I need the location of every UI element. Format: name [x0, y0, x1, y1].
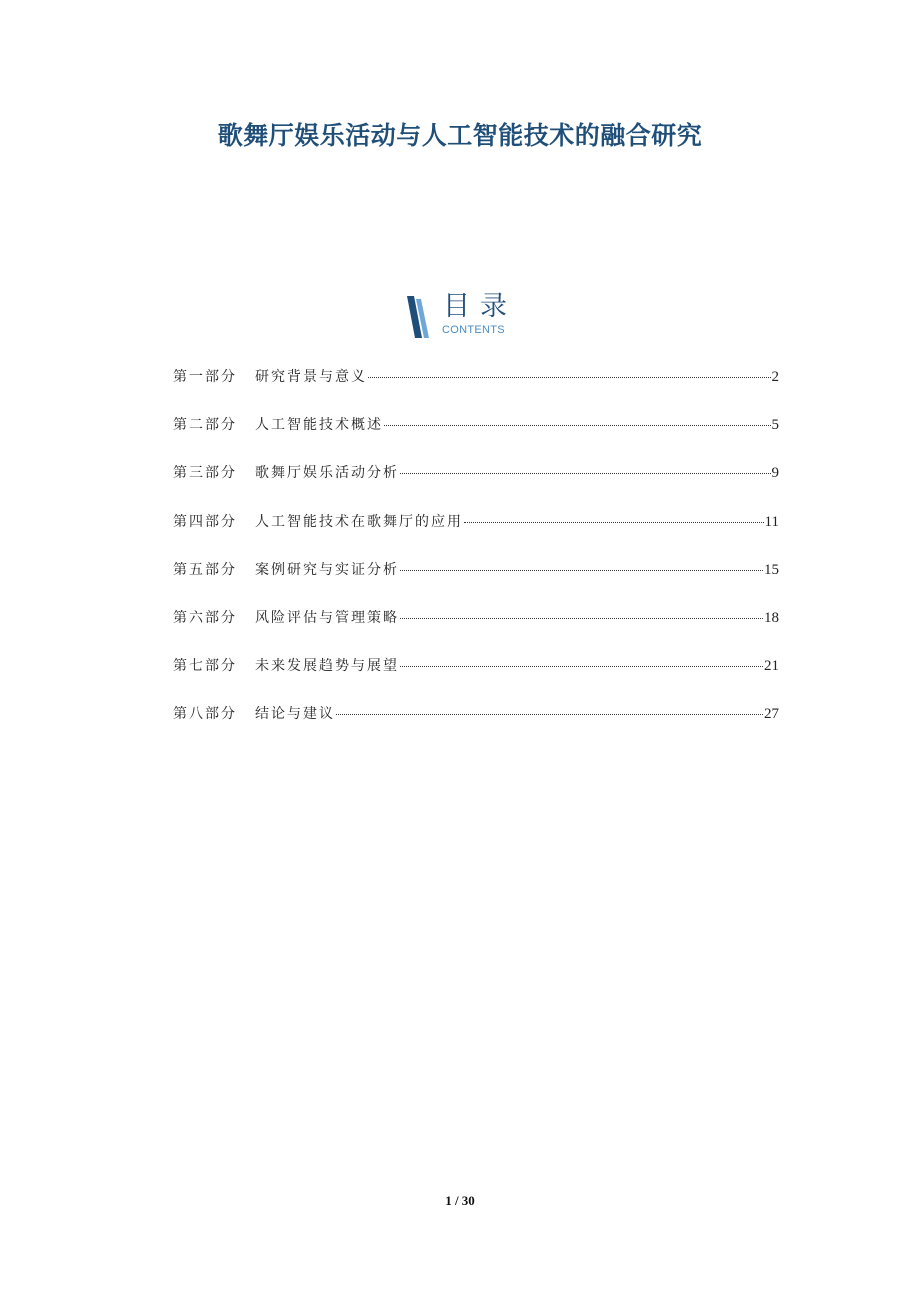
toc-entry[interactable]: [173, 366, 779, 414]
toc-part-label: 第八部分: [173, 706, 237, 723]
toc-part-label: 第七部分: [173, 658, 237, 675]
toc-leader-dots: [400, 570, 763, 571]
toc-section-title: 风险评估与管理策略: [255, 609, 399, 626]
toc-leader-dots: [464, 522, 764, 523]
toc-header: [405, 292, 535, 340]
toc-part-label: 第六部分: [173, 609, 237, 626]
toc-heading: 目录: [443, 291, 517, 322]
document-title: 歌舞厅娱乐活动与人工智能技术的融合研究: [217, 121, 703, 150]
toc-entry[interactable]: [173, 462, 779, 510]
toc-section-title: 歌舞厅娱乐活动分析: [255, 465, 399, 482]
toc-section-title: 未来发展趋势与展望: [255, 658, 399, 675]
toc-page-number: 5: [771, 417, 779, 434]
toc-section-title: 研究背景与意义: [255, 369, 367, 385]
toc-leader-dots: [400, 666, 763, 667]
toc-leader-dots: [400, 618, 763, 619]
toc-subheading: CONTENTS: [442, 324, 505, 336]
toc-part-label: 第四部分: [173, 513, 237, 530]
toc-leader-dots: [400, 473, 771, 474]
book-spine-icon: [405, 296, 431, 338]
toc-entry[interactable]: [173, 511, 779, 559]
toc-page-number: 2: [771, 369, 779, 385]
toc-page-number: 27: [764, 706, 779, 723]
toc-list: [173, 366, 779, 752]
toc-page-number: 9: [771, 465, 779, 482]
toc-part-label: 第五部分: [173, 561, 237, 578]
toc-section-title: 人工智能技术在歌舞厅的应用: [255, 513, 463, 530]
toc-entry[interactable]: [173, 559, 779, 607]
toc-entry[interactable]: [173, 703, 779, 751]
toc-section-title: 案例研究与实证分析: [255, 561, 399, 578]
toc-entry[interactable]: [173, 414, 779, 462]
toc-part-label: 第二部分: [173, 417, 237, 434]
toc-page-number: 18: [764, 609, 779, 626]
toc-leader-dots: [336, 714, 763, 715]
toc-part-label: 第一部分: [173, 369, 237, 385]
toc-section-title: 结论与建议: [255, 706, 335, 723]
toc-leader-dots: [368, 377, 771, 378]
toc-part-label: 第三部分: [173, 465, 237, 482]
toc-entry[interactable]: [173, 655, 779, 703]
toc-leader-dots: [384, 425, 771, 426]
toc-page-number: 15: [764, 561, 779, 578]
page-indicator: 1 / 30: [445, 1193, 475, 1208]
toc-section-title: 人工智能技术概述: [255, 417, 383, 434]
toc-page-number: 11: [764, 513, 779, 530]
toc-page-number: 21: [764, 658, 779, 675]
toc-entry[interactable]: [173, 607, 779, 655]
